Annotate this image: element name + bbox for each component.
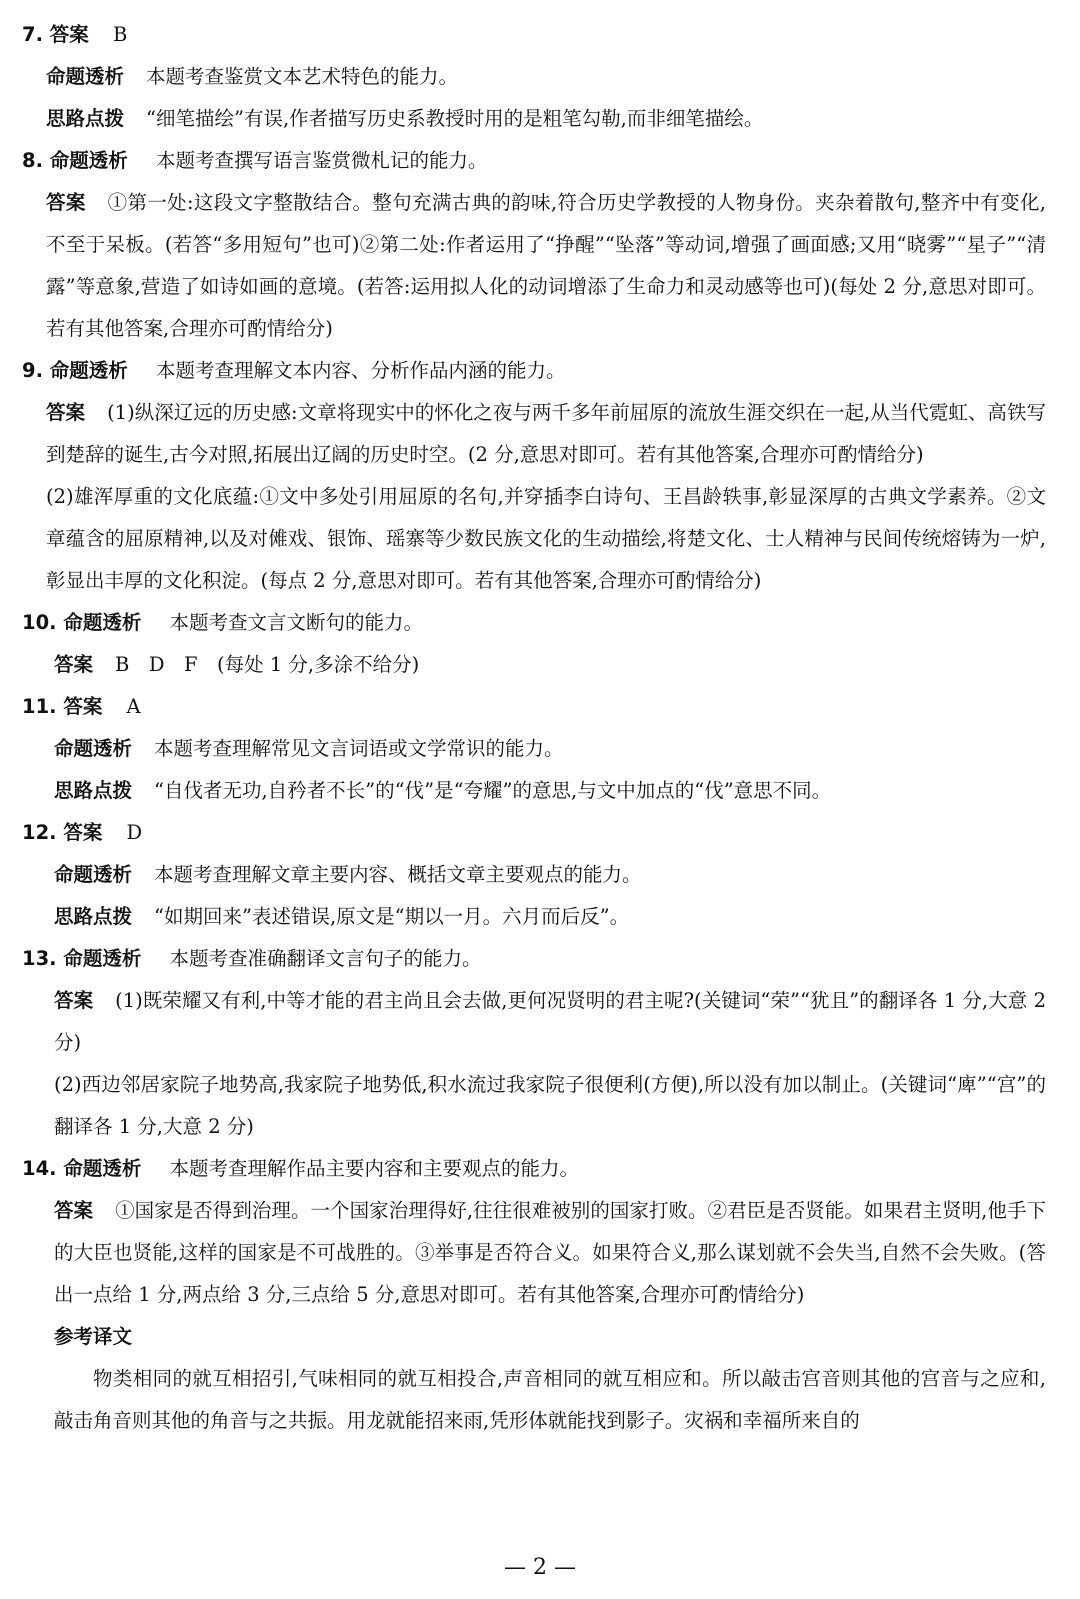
q7-tip: “细笔描绘”有误,作者描写历史系教授时用的是粗笔勾勒,而非细笔描绘。: [146, 107, 764, 130]
q14-analysis-line: [22, 1148, 1046, 1190]
q12-analysis-line: [22, 854, 1046, 896]
q11-tip: “自伐者无功,自矜者不长”的“伐”是“夸耀”的意思,与文中加点的“伐”意思不同。: [154, 779, 832, 802]
q12-answer-line: [22, 812, 1046, 854]
q13-answer-block: [22, 980, 1046, 1148]
q8-answer-block: [22, 182, 1046, 350]
q10-analysis-line: [22, 602, 1046, 644]
q10-analysis: 本题考查文言文断句的能力。: [169, 611, 424, 634]
q7-tip-label: 思路点拨: [46, 107, 125, 130]
q11-analysis-label: 命题透析: [54, 737, 133, 760]
q14-translation-label: 参考译文: [54, 1325, 133, 1348]
q9-answer-block: [22, 392, 1046, 602]
q12-analysis: 本题考查理解文章主要内容、概括文章主要观点的能力。: [154, 863, 642, 886]
q13-answer-paragraph-1: [54, 980, 1046, 1064]
page-number: — 2 —: [504, 1555, 576, 1580]
q10-answer-label: 答案: [54, 653, 94, 676]
q11-analysis-line: [22, 728, 1046, 770]
q13-analysis: 本题考查准确翻译文言句子的能力。: [169, 947, 482, 970]
q12-tip: “如期回来”表述错误,原文是“期以一月。六月而后反”。: [154, 905, 630, 928]
q11-answer: A: [126, 695, 141, 718]
q13-analysis-line: [22, 938, 1046, 980]
q9-analysis-line: [22, 350, 1046, 392]
q11-label: 11. 答案: [22, 695, 103, 718]
q11-tip-label: 思路点拨: [54, 779, 133, 802]
q12-analysis-label: 命题透析: [54, 863, 133, 886]
q8-analysis: 本题考查撰写语言鉴赏微札记的能力。: [155, 149, 488, 172]
q7-analysis: 本题考查鉴赏文本艺术特色的能力。: [146, 65, 459, 88]
q11-analysis: 本题考查理解常见文言词语或文学常识的能力。: [154, 737, 564, 760]
q13-label: 13. 命题透析: [22, 947, 142, 970]
q12-tip-line: [22, 896, 1046, 938]
q14-answer-paragraph: [54, 1190, 1046, 1316]
q11-answer-line: [22, 686, 1046, 728]
q12-tip-label: 思路点拨: [54, 905, 133, 928]
q7-answer-line: [22, 14, 1046, 56]
q10-answer: B D F (每处 1 分,多涂不给分): [115, 653, 420, 676]
q13-answer-1: (1)既荣耀又有利,中等才能的君主尚且会去做,更何况贤明的君主呢?(关键词“荣”“犹且”的翻译各 1 分,大意 2 分): [54, 989, 1046, 1054]
q12-answer: D: [126, 821, 143, 844]
q7-tip-line: [22, 98, 1046, 140]
q7-analysis-line: [22, 56, 1046, 98]
q9-label: 9. 命题透析: [22, 359, 128, 382]
q13-answer-label: 答案: [54, 989, 94, 1012]
q7-answer: B: [112, 23, 128, 46]
q8-analysis-line: [22, 140, 1046, 182]
q9-answer-label: 答案: [46, 401, 86, 424]
q9-answer-paragraph-1: [46, 392, 1046, 476]
q10-label: 10. 命题透析: [22, 611, 142, 634]
q13-answer-paragraph-2: (2)西边邻居家院子地势高,我家院子地势低,积水流过我家院子很便利(方便),所以没有加以制止。(关键词“庳”“宫”的翻译各 1 分,大意 2 分): [54, 1073, 1046, 1138]
q8-answer: ①第一处:这段文字整散结合。整句充满古典的韵味,符合历史学教授的人物身份。夹杂着散句,整齐中有变化,不至于呆板。(若答“多用短句”也可)②第二处:作者运用了“挣醒”“坠落”等动词,增强了画面感;又用“晓雾”“星子”“清露”等意象,营造了如诗如画的意境。(若答:运用拟人化的动词增添了生命力和灵动感等也可)(每处 2 分,意思对即可。若有其他答案,合理亦可酌情给分): [46, 191, 1046, 340]
q7-analysis-label: 命题透析: [46, 65, 125, 88]
q14-label: 14. 命题透析: [22, 1157, 142, 1180]
q14-answer-label: 答案: [54, 1199, 94, 1222]
q9-answer-paragraph-2: (2)雄浑厚重的文化底蕴:①文中多处引用屈原的名句,并穿插李白诗句、王昌龄轶事,彰显深厚的古典文学素养。②文章蕴含的屈原精神,以及对傩戏、银饰、瑶寨等少数民族文化的生动描绘,将楚文化、士人精神与民间传统熔铸为一炉,彰显出丰厚的文化积淀。(每点 2 分,意思对即可。若有其他答案,合理亦可酌情给分): [46, 485, 1046, 592]
q14-answer: ①国家是否得到治理。一个国家治理得好,往往很难被别的国家打败。②君臣是否贤能。如果君主贤明,他手下的大臣也贤能,这样的国家是不可战胜的。③举事是否符合义。如果符合义,那么谋划就不会失当,自然不会失败。(答出一点给 1 分,两点给 3 分,三点给 5 分,意思对即可。若有其他答案,合理亦可酌情给分): [54, 1199, 1046, 1306]
q12-label: 12. 答案: [22, 821, 103, 844]
q9-analysis: 本题考查理解文本内容、分析作品内涵的能力。: [155, 359, 566, 382]
q7-label: 7. 答案: [22, 23, 89, 46]
q14-analysis: 本题考查理解作品主要内容和主要观点的能力。: [169, 1157, 580, 1180]
q14-answer-block: [22, 1190, 1046, 1442]
q8-answer-label: 答案: [46, 191, 86, 214]
q9-answer-1: (1)纵深辽远的历史感:文章将现实中的怀化之夜与两千多年前屈原的流放生涯交织在一起,从当代霓虹、高铁写到楚辞的诞生,古今对照,拓展出辽阔的历史时空。(2 分,意思对即可。若有其他答案,合理亦可酌情给分): [46, 401, 1046, 466]
q11-tip-line: [22, 770, 1046, 812]
q8-label: 8. 命题透析: [22, 149, 128, 172]
q8-answer-paragraph: [46, 182, 1046, 350]
q10-answer-line: [22, 644, 1046, 686]
q14-translation: 物类相同的就互相招引,气味相同的就互相投合,声音相同的就互相应和。所以敲击宫音则其他的宫音与之应和,敲击角音则其他的角音与之共振。用龙就能招来雨,凭形体就能找到影子。灾祸和幸福所来自的: [54, 1367, 1046, 1432]
